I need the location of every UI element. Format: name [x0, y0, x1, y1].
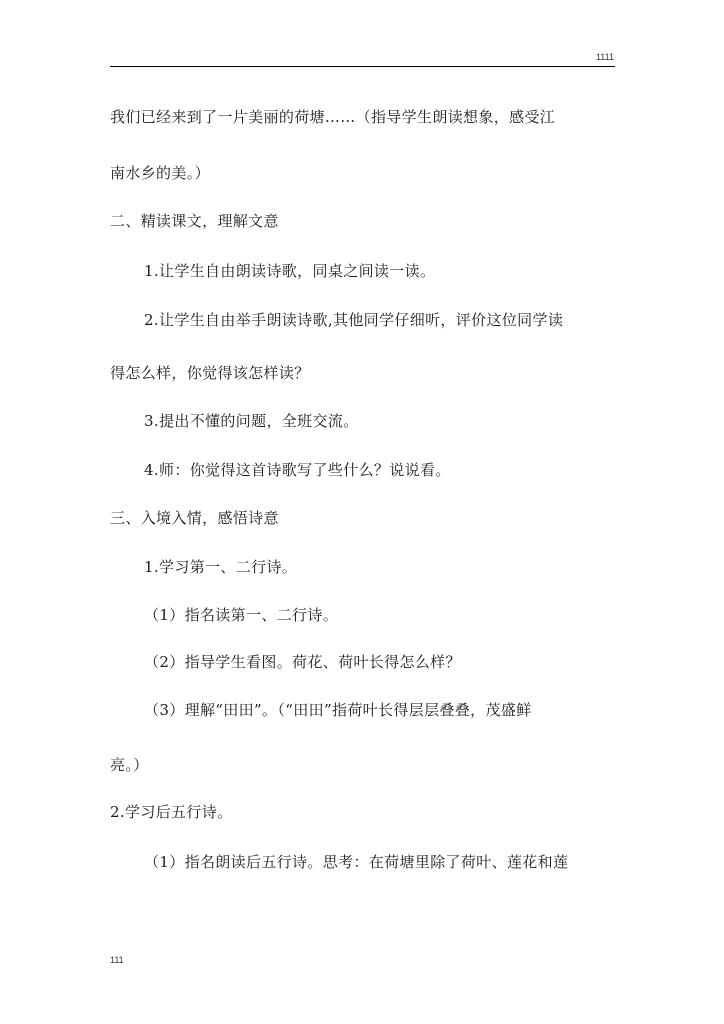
text-line: 2.让学生自由举手朗读诗歌,其他同学仔细听，评价这位同学读 [144, 311, 564, 329]
text-line: 3.提出不懂的问题，全班交流。 [144, 412, 359, 430]
text-line: 4.师：你觉得这首诗歌写了些什么？说说看。 [144, 461, 451, 479]
section-heading: 三、入境入情，感悟诗意 [110, 509, 279, 527]
text-line: 1.让学生自由朗读诗歌，同桌之间读一读。 [144, 262, 436, 280]
header-rule [110, 66, 615, 67]
section-heading: 二、精读课文，理解文意 [110, 212, 279, 230]
text-line: 2.学习后五行诗。 [110, 803, 233, 821]
text-line: 得怎么样，你觉得该怎样读？ [110, 364, 310, 382]
text-line: （1）指名读第一、二行诗。 [144, 606, 339, 624]
page-footer-number: 111 [110, 955, 124, 965]
text-line: 南水乡的美。） [110, 164, 210, 182]
text-line: 亮。） [110, 756, 149, 774]
text-line: 我们已经来到了一片美丽的荷塘……（指导学生朗读想象，感受江 [110, 108, 556, 126]
page-header-number: 1111 [595, 52, 614, 62]
text-line: 1.学习第一、二行诗。 [144, 558, 298, 576]
text-line: （3）理解“田田”。（“田田”指荷叶长得层层叠叠，茂盛鲜 [144, 701, 532, 719]
text-line: （2）指导学生看图。荷花、荷叶长得怎么样？ [144, 653, 461, 671]
text-line: （1）指名朗读后五行诗。思考：在荷塘里除了荷叶、莲花和莲 [144, 853, 569, 871]
